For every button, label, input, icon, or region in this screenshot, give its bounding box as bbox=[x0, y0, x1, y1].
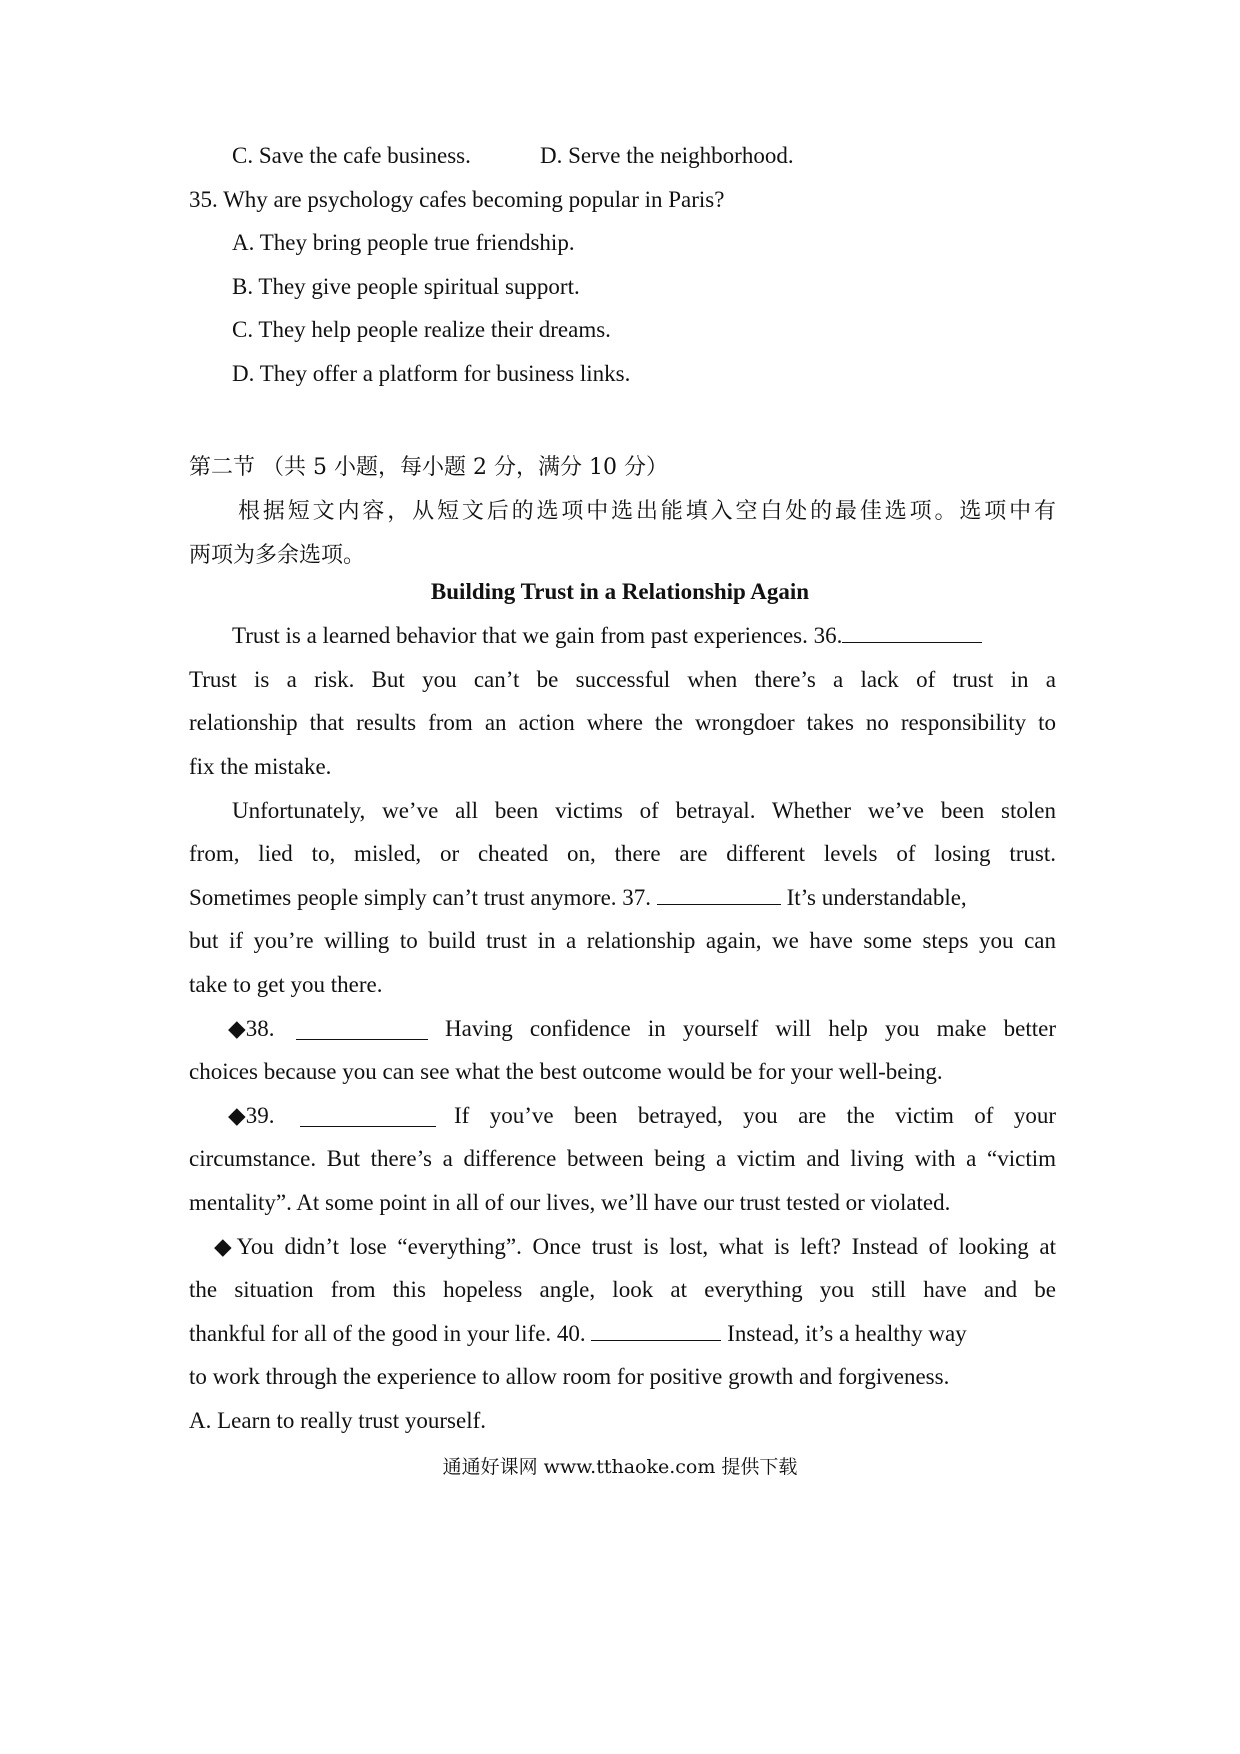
section-header: 第二节 （共 5 小题，每小题 2 分，满分 10 分） bbox=[189, 455, 668, 480]
section-instructions-line2: 两项为多余选项。 bbox=[189, 543, 366, 568]
item-39-line-1: If you’ve been betrayed, you are the victim of your bbox=[454, 1103, 1056, 1128]
item-39-line-2: circumstance. But there’s a difference between being a victim and living with a “victim bbox=[189, 1146, 1056, 1171]
item-38-line-2: choices because you can see what the best outcome would be for your well-being. bbox=[189, 1059, 943, 1084]
q35-option-b: B. They give people spiritual support. bbox=[232, 274, 580, 299]
bullet-paragraph-line-2: the situation from this hopeless angle, look at everything you still have and be bbox=[189, 1277, 1056, 1302]
paragraph-2-line-3 bbox=[189, 885, 967, 911]
passage-title: Building Trust in a Relationship Again bbox=[430, 579, 810, 604]
answer-option-a: A. Learn to really trust yourself. bbox=[189, 1408, 486, 1433]
q35-option-c: C. They help people realize their dreams. bbox=[232, 317, 611, 342]
item-38-number: ◆38. bbox=[228, 1016, 275, 1041]
page-footer: 通通好课网 www.tthaoke.com 提供下载 bbox=[442, 1456, 798, 1478]
bullet-paragraph-line-3 bbox=[189, 1321, 967, 1347]
paragraph-2-line-5: take to get you there. bbox=[189, 972, 383, 997]
bullet-paragraph-line-4: to work through the experience to allow room for positive growth and forgiveness. bbox=[189, 1364, 950, 1389]
paragraph-1-line-2: Trust is a risk. But you can’t be successful when there’s a lack of trust in a bbox=[189, 667, 1056, 692]
paragraph-1-line-1 bbox=[232, 623, 982, 649]
paragraph-2-text-cont: It’s understandable, bbox=[786, 885, 967, 910]
q35-option-d: D. They offer a platform for business links. bbox=[232, 361, 631, 386]
paragraph-2-line-1: Unfortunately, we’ve all been victims of betrayal. Whether we’ve been stolen bbox=[232, 798, 1056, 823]
blank-40 bbox=[591, 1322, 721, 1341]
item-39-line-3: mentality”. At some point in all of our lives, we’ll have our trust tested or violated. bbox=[189, 1190, 951, 1215]
paragraph-1-line-3: relationship that results from an action where the wrongdoer takes no responsibility to bbox=[189, 710, 1056, 735]
paragraph-2-text: Sometimes people simply can’t trust anymore. 37. bbox=[189, 885, 652, 910]
paragraph-2-line-4: but if you’re willing to build trust in a relationship again, we have some steps you can bbox=[189, 928, 1056, 953]
blank-36 bbox=[842, 624, 982, 643]
paragraph-2-line-2: from, lied to, misled, or cheated on, there are different levels of losing trust. bbox=[189, 841, 1056, 866]
paragraph-1-line-4: fix the mistake. bbox=[189, 754, 332, 779]
paragraph-1-text: Trust is a learned behavior that we gain from past experiences. 36. bbox=[232, 623, 843, 648]
item-38-line-1: Having confidence in yourself will help you make better bbox=[445, 1016, 1056, 1041]
q34-option-d: D. Serve the neighborhood. bbox=[540, 143, 794, 168]
bullet-paragraph-text-cont: Instead, it’s a healthy way bbox=[727, 1321, 967, 1346]
item-39-number: ◆39. bbox=[228, 1103, 275, 1128]
q35-stem: 35. Why are psychology cafes becoming popular in Paris? bbox=[189, 187, 725, 212]
section-instructions-line1: 根据短文内容，从短文后的选项中选出能填入空白处的最佳选项。选项中有 bbox=[238, 499, 1056, 524]
blank-39 bbox=[300, 1108, 436, 1127]
q34-option-c: C. Save the cafe business. bbox=[232, 143, 471, 168]
bullet-paragraph-line-1: ◆You didn’t lose “everything”. Once trust is lost, what is left? Instead of looking at bbox=[214, 1234, 1056, 1259]
bullet-paragraph-text: thankful for all of the good in your life. 40. bbox=[189, 1321, 586, 1346]
q35-option-a: A. They bring people true friendship. bbox=[232, 230, 575, 255]
blank-37 bbox=[657, 886, 781, 905]
blank-38 bbox=[296, 1021, 428, 1040]
